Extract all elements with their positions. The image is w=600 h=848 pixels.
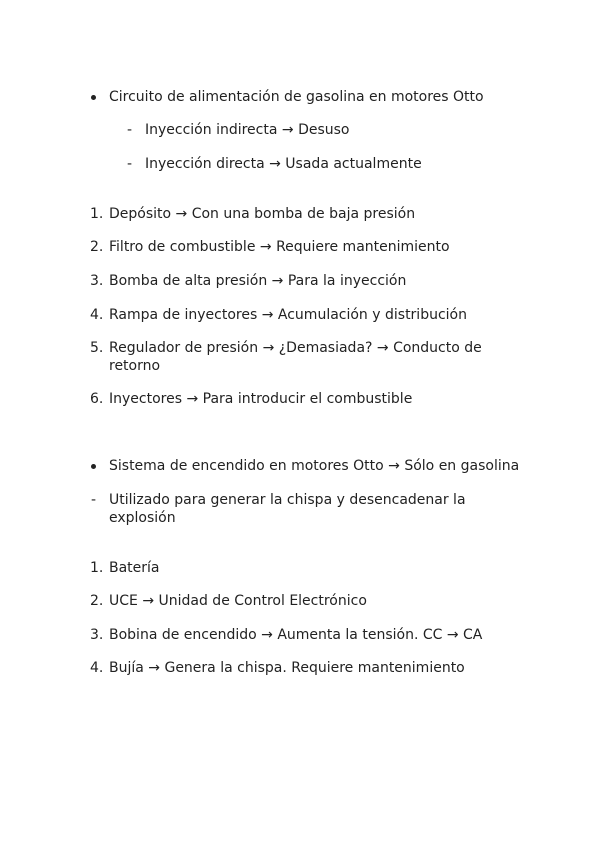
- list-item-text: Regulador de presión → ¿Demasiada? → Conducto de retorno: [109, 340, 482, 374]
- list-number: 4.: [90, 660, 104, 676]
- list-number: 3.: [90, 627, 104, 643]
- sub-item-text: Inyección indirecta → Desuso: [145, 122, 350, 138]
- list-number: 2.: [90, 239, 104, 255]
- section2-title: Sistema de encendido en motores Otto → Sólo en gasolina: [109, 458, 520, 474]
- list-number: 5.: [90, 340, 104, 356]
- list-item-text: Batería: [109, 560, 160, 576]
- list-number: 6.: [90, 391, 104, 407]
- list-item-text: Filtro de combustible → Requiere mantenimiento: [109, 239, 450, 255]
- dash-marker: -: [127, 156, 133, 172]
- section1-title: Circuito de alimentación de gasolina en motores Otto: [109, 89, 484, 105]
- list-item-text: Bujía → Genera la chispa. Requiere mantenimiento: [109, 660, 465, 676]
- list-number: 3.: [90, 273, 104, 289]
- dash-marker: -: [91, 492, 97, 508]
- list-number: 1.: [90, 560, 104, 576]
- dash-marker: -: [127, 122, 133, 138]
- sub-item-text: Inyección directa → Usada actualmente: [145, 156, 422, 172]
- list-item-text: Bomba de alta presión → Para la inyección: [109, 273, 407, 289]
- list-item-text: Bobina de encendido → Aumenta la tensión. CC → CA: [109, 627, 483, 643]
- bullet-icon: [91, 464, 96, 469]
- list-item-text: UCE → Unidad de Control Electrónico: [109, 593, 367, 609]
- list-item-text: Inyectores → Para introducir el combustible: [109, 391, 413, 407]
- list-number: 1.: [90, 206, 104, 222]
- list-number: 4.: [90, 307, 104, 323]
- list-item-text: Depósito → Con una bomba de baja presión: [109, 206, 416, 222]
- list-number: 2.: [90, 593, 104, 609]
- bullet-icon: [91, 95, 96, 100]
- dash-item-text: Utilizado para generar la chispa y desencadenar la explosión: [109, 492, 466, 526]
- list-item-text: Rampa de inyectores → Acumulación y distribución: [109, 307, 467, 323]
